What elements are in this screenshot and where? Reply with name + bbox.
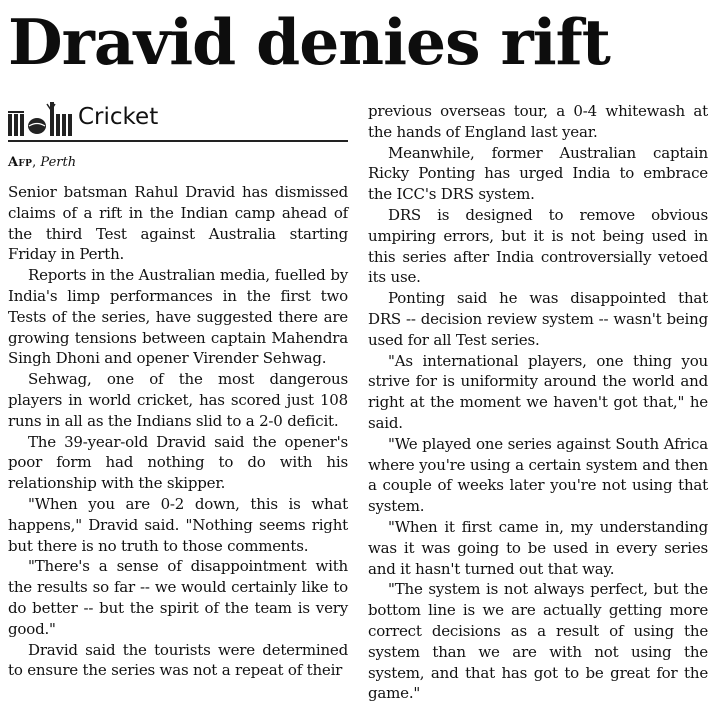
article-paragraph: "When you are 0-2 down, this is what happens," Dravid said. "Nothing seems right but there is no truth to those comments.: [8, 494, 348, 555]
byline: [8, 155, 76, 170]
article-paragraph: The 39-year-old Dravid said the opener's poor form had nothing to do with his relationship with the skipper.: [8, 432, 348, 493]
article-paragraph: DRS is designed to remove obvious umpiring errors, but it is not being used in this series after India controversially vetoed its use.: [368, 205, 708, 287]
article-column-right: [368, 101, 708, 704]
article-paragraph: Reports in the Australian media, fuelled by India's limp performances in the first two Tests of the series, have suggested there are growing tensions between captain Mahendra Singh Dhoni and opener Virender Sehwag.: [8, 266, 348, 368]
section-label: Cricket: [78, 104, 159, 130]
article-paragraph: "As international players, one thing you strive for is uniformity around the world and right at the moment we haven't got that," he said.: [368, 351, 708, 432]
article-paragraph: "When it first came in, my understanding was it was going to be used in every series and it hasn't turned out that way.: [368, 517, 708, 578]
byline-agency: Afp: [8, 155, 33, 170]
headline: Dravid denies rift: [8, 5, 610, 79]
article-paragraph: Dravid said the tourists were determined to ensure the series was not a repeat of their: [8, 640, 348, 680]
cricket-wickets-icon: [8, 102, 80, 136]
article-paragraph: Ponting said he was disappointed that DRS -- decision review system -- wasn't being used for all Test series.: [368, 289, 708, 349]
article-paragraph: "We played one series against South Africa where you're using a certain system and then a couple of weeks later you're not using that system.: [368, 434, 708, 516]
article-paragraph: "The system is not always perfect, but the bottom line is we are actually getting more correct decisions as a result of using the system than we are with not using the system, and that has got to be great for the game.": [368, 580, 708, 703]
article-paragraph: Meanwhile, former Australian captain Ricky Ponting has urged India to embrace the ICC's DRS system.: [368, 143, 708, 204]
article-paragraph: previous overseas tour, a 0-4 whitewash at the hands of England last year.: [368, 102, 708, 141]
byline-place: Perth: [40, 155, 77, 170]
article-column-left: [8, 182, 348, 681]
article-paragraph: "There's a sense of disappointment with the results so far -- we would certainly like to do better -- but the spirit of the team is very good.": [8, 557, 348, 638]
section-header: [8, 100, 348, 142]
byline-separator: ,: [32, 155, 41, 170]
article-paragraph: Senior batsman Rahul Dravid has dismissed claims of a rift in the Indian camp ahead of the third Test against Australia starting Friday in Perth.: [8, 183, 348, 264]
article-paragraph: Sehwag, one of the most dangerous players in world cricket, has scored just 108 runs in all as the Indians slid to a 2-0 deficit.: [8, 370, 348, 430]
